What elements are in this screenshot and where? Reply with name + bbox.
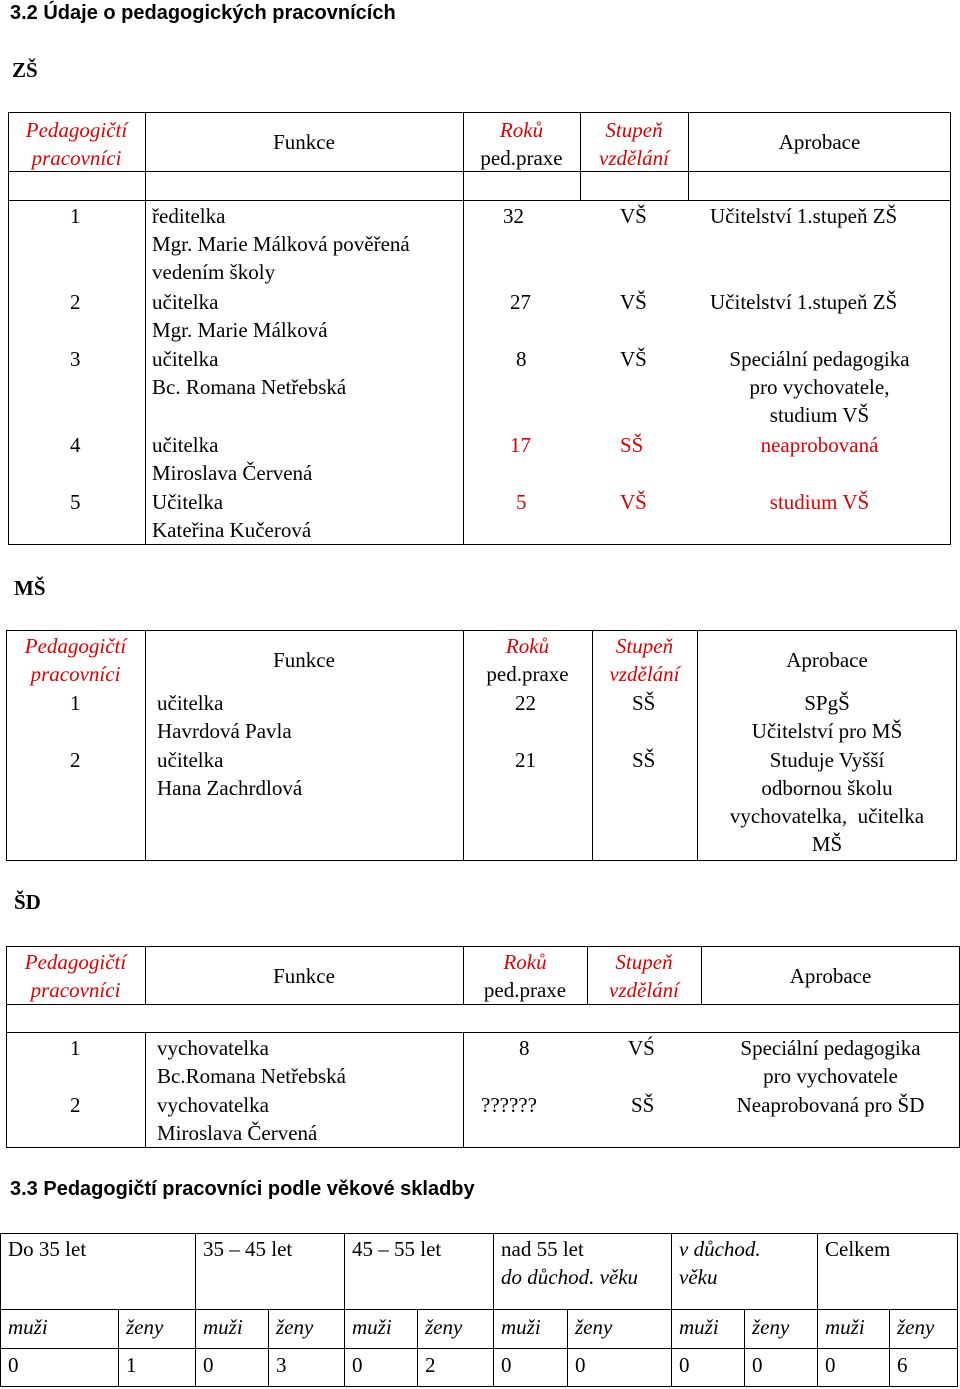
age-table	[0, 1233, 958, 1387]
sd-row1-num: 1	[70, 1036, 81, 1060]
ms-row1-num: 1	[70, 691, 81, 715]
sd-label: ŠD	[14, 890, 41, 914]
age-val-11: 0	[825, 1353, 836, 1377]
zs-row4-num: 4	[70, 433, 81, 457]
ms-header-aprobace: Aprobace	[786, 648, 868, 672]
ms-header-pedagogicti: Pedagogičtí	[24, 634, 127, 658]
sd-row2-aprob: Neaprobovaná pro ŠD	[736, 1093, 925, 1117]
zs-row1-name: Mgr. Marie Málková pověřená	[152, 232, 410, 256]
ms-row2-func: učitelka	[157, 748, 224, 772]
sd-header-ped-praxe: ped.praxe	[483, 978, 567, 1002]
ms-row1-aprob: SPgŠ	[804, 691, 850, 715]
age-val-7: 0	[501, 1353, 512, 1377]
age-sub-5: muži	[352, 1315, 392, 1339]
zs-row5-aprob: studium VŠ	[769, 490, 870, 514]
age-sub-4: ženy	[276, 1315, 314, 1339]
zs-row5-name: Kateřina Kučerová	[152, 518, 312, 542]
zs-row3-aprob-2: pro vychovatele,	[749, 375, 890, 399]
ms-header-pracovnici: pracovníci	[30, 662, 121, 686]
sd-row2-edu: SŠ	[631, 1093, 655, 1117]
ms-header-ped-praxe: ped.praxe	[486, 662, 569, 686]
age-sub-9: muži	[679, 1315, 719, 1339]
zs-row3-name: Bc. Romana Netřebská	[152, 375, 347, 399]
age-val-5: 0	[352, 1353, 363, 1377]
zs-row5-years: 5	[516, 490, 527, 514]
age-sub-6: ženy	[425, 1315, 463, 1339]
zs-row4-name: Miroslava Červená	[152, 461, 313, 485]
ms-header-funkce: Funkce	[273, 648, 335, 672]
age-group-nad55-cont: do důchod. věku	[501, 1265, 639, 1289]
sd-header-funkce: Funkce	[273, 964, 335, 988]
age-group-45-55: 45 – 55 let	[352, 1237, 442, 1261]
sd-row2-num: 2	[70, 1093, 81, 1117]
age-val-1: 0	[8, 1353, 19, 1377]
zs-row4-edu: SŠ	[620, 433, 644, 457]
ms-header-roku: Roků	[505, 634, 550, 658]
zs-row1-name-cont: vedením školy	[152, 260, 276, 284]
age-group-duchod-cont: věku	[679, 1265, 718, 1289]
zs-row3-aprob: Speciální pedagogika	[729, 347, 910, 371]
age-sub-8: ženy	[575, 1315, 613, 1339]
ms-row2-aprob-3: vychovatelka, učitelka	[729, 804, 925, 828]
sd-header-aprobace: Aprobace	[789, 964, 872, 988]
section-title: 3.2 Údaje o pedagogických pracovnících	[10, 2, 396, 24]
zs-table	[8, 112, 951, 545]
zs-header-roku: Roků	[499, 118, 544, 142]
ms-label: MŠ	[14, 576, 46, 600]
ms-header-stupen: Stupeň	[615, 634, 674, 658]
zs-row4-aprob: neaprobovaná	[760, 433, 879, 457]
age-sub-3: muži	[203, 1315, 243, 1339]
zs-row2-edu: VŠ	[620, 290, 647, 314]
ms-row2-aprob: Studuje Vyšší	[769, 748, 885, 772]
age-val-10: 0	[752, 1353, 763, 1377]
zs-row1-edu: VŠ	[620, 204, 647, 228]
zs-row2-aprob: Učitelství 1.stupeň ZŠ	[710, 290, 898, 314]
zs-row3-edu: VŠ	[620, 347, 647, 371]
sd-row1-edu: VŚ	[628, 1036, 655, 1060]
zs-header-pedagogicti: Pedagogičtí	[25, 118, 128, 142]
ms-row2-aprob-2: odbornou školu	[761, 776, 893, 800]
ms-row1-func: učitelka	[157, 691, 224, 715]
zs-row3-aprob-3: studium VŠ	[769, 403, 870, 427]
zs-row5-func: Učitelka	[152, 490, 224, 514]
age-sub-10: ženy	[752, 1315, 790, 1339]
age-sub-12: ženy	[897, 1315, 935, 1339]
sd-header-stupen: Stupeň	[615, 950, 673, 974]
sd-header-pedagogicti: Pedagogičtí	[24, 950, 127, 974]
age-group-celkem: Celkem	[825, 1237, 891, 1261]
sd-row1-years: 8	[519, 1036, 530, 1060]
ms-row2-num: 2	[70, 748, 81, 772]
zs-header-ped-praxe: ped.praxe	[480, 146, 563, 170]
age-val-8: 0	[575, 1353, 586, 1377]
sd-row1-aprob: Speciální pedagogika	[740, 1036, 921, 1060]
age-val-3: 0	[203, 1353, 214, 1377]
ms-row2-years: 21	[515, 748, 536, 772]
ms-row2-edu: SŠ	[632, 748, 656, 772]
age-val-4: 3	[276, 1353, 287, 1377]
zs-row5-edu: VŠ	[620, 490, 647, 514]
age-group-35-45: 35 – 45 let	[203, 1237, 293, 1261]
ms-row1-aprob-2: Učitelství pro MŠ	[751, 719, 903, 743]
sd-row1-aprob-2: pro vychovatele	[763, 1064, 898, 1088]
zs-row2-name: Mgr. Marie Málková	[152, 318, 328, 342]
zs-row4-years: 17	[510, 433, 531, 457]
zs-row3-num: 3	[70, 347, 81, 371]
age-group-duchod: v důchod.	[679, 1237, 761, 1261]
sd-row2-func: vychovatelka	[157, 1093, 269, 1117]
age-group-do35: Do 35 let	[8, 1237, 87, 1261]
zs-label: ZŠ	[12, 58, 38, 82]
ms-row2-name: Hana Zachrdlová	[157, 776, 303, 800]
age-title: 3.3 Pedagogičtí pracovníci podle věkové skladby	[10, 1178, 475, 1200]
zs-row1-num: 1	[70, 204, 81, 228]
zs-header-aprobace: Aprobace	[778, 130, 861, 154]
age-sub-2: ženy	[126, 1315, 164, 1339]
age-val-2: 1	[126, 1353, 137, 1377]
sd-header-pracovnici: pracovníci	[30, 978, 121, 1002]
zs-row3-func: učitelka	[152, 347, 219, 371]
age-val-9: 0	[679, 1353, 690, 1377]
zs-header-funkce: Funkce	[273, 130, 335, 154]
zs-row4-func: učitelka	[152, 433, 219, 457]
zs-header-vzdelani: vzdělání	[599, 146, 669, 170]
zs-header-pracovnici: pracovníci	[31, 146, 122, 170]
zs-row5-num: 5	[70, 490, 81, 514]
zs-row3-years: 8	[516, 347, 527, 371]
ms-header-vzdelani: vzdělání	[609, 662, 680, 686]
ms-row1-edu: SŠ	[632, 691, 656, 715]
sd-header-vzdelani: vzdělání	[609, 978, 679, 1002]
sd-row2-name: Miroslava Červená	[157, 1121, 318, 1145]
age-sub-1: muži	[8, 1315, 48, 1339]
zs-row1-years: 32	[503, 204, 524, 228]
age-val-6: 2	[425, 1353, 436, 1377]
ms-row2-aprob-4: MŠ	[811, 832, 843, 856]
ms-row1-years: 22	[515, 691, 536, 715]
age-val-12: 6	[897, 1353, 908, 1377]
ms-row1-name: Havrdová Pavla	[157, 719, 292, 743]
sd-row1-name: Bc.Romana Netřebská	[157, 1064, 346, 1088]
sd-row1-func: vychovatelka	[157, 1036, 269, 1060]
zs-row2-years: 27	[510, 290, 531, 314]
age-sub-7: muži	[501, 1315, 541, 1339]
age-sub-11: muži	[825, 1315, 865, 1339]
sd-row2-years: ??????	[481, 1093, 537, 1117]
zs-row2-num: 2	[70, 290, 81, 314]
zs-row1-aprob: Učitelství 1.stupeň ZŠ	[710, 204, 898, 228]
zs-row2-func: učitelka	[152, 290, 219, 314]
zs-row1-func: ředitelka	[152, 204, 226, 228]
zs-header-stupen: Stupeň	[605, 118, 663, 142]
age-group-nad55: nad 55 let	[501, 1237, 584, 1261]
sd-header-roku: Roků	[503, 950, 547, 974]
